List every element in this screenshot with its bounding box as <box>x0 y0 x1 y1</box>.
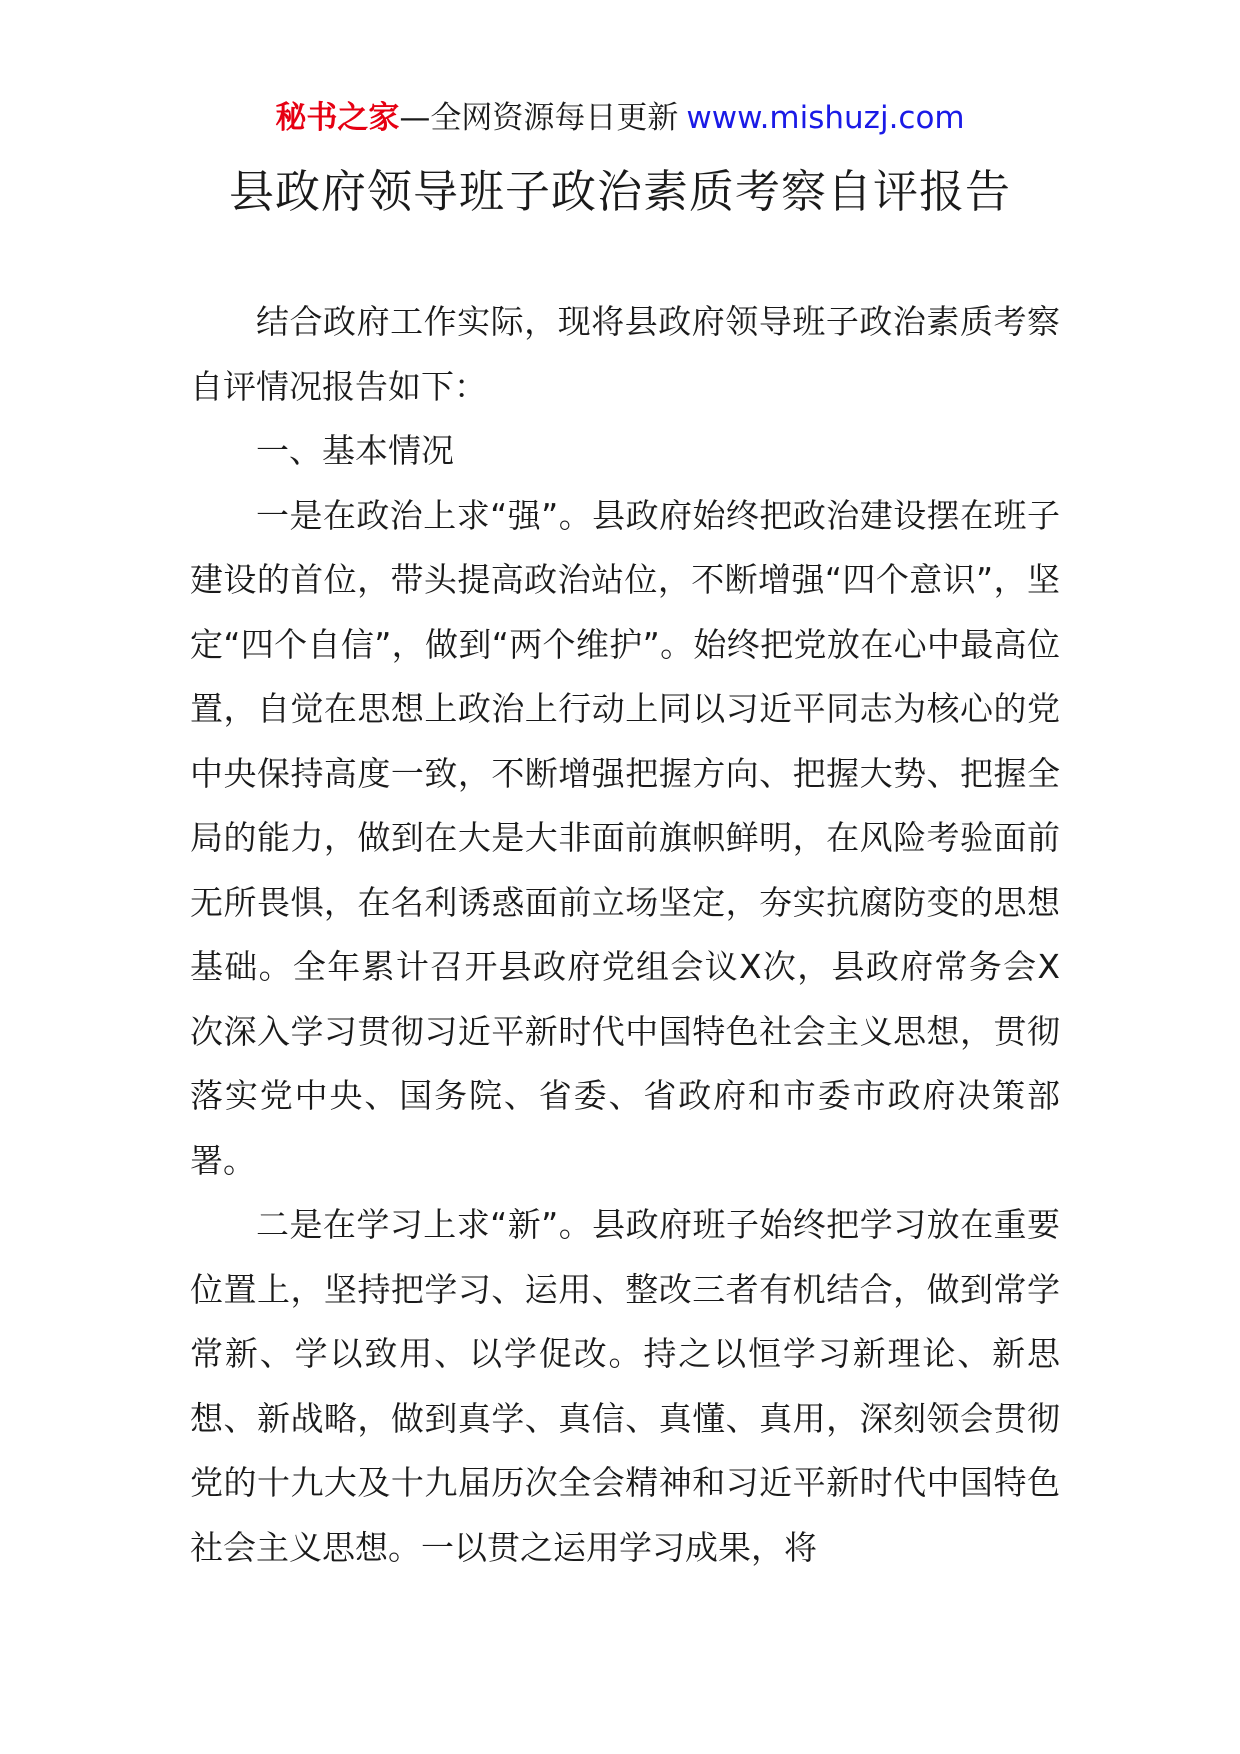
intro-paragraph: 结合政府工作实际，现将县政府领导班子政治素质考察自评情况报告如下： <box>190 302 1060 406</box>
body-paragraph: 一是在政治上求“强”。县政府始终把政治建设摆在班子建设的首位，带头提高政治站位，不断增强“四个意识”，坚定“四个自信”，做到“两个维护”。始终把党放在心中最高位置，自觉在思想上政治上行动上同以习近平同志为核心的党中央保持高度一致，不断增强把握方向、把握大势、把握全局的能力，做到在大是大非面前旗帜鲜明，在风险考验面前无所畏惧，在名利诱惑面前立场坚定，夯实抗腐防变的思想基础。全年累计召开县政府党组会议X次，县政府常务会X次深入学习贯彻习近平新时代中国特色社会主义思想，贯彻落实党中央、国务院、省委、省政府和市委市政府决策部署。 <box>190 495 1060 1180</box>
section-heading: 一、基本情况 <box>256 431 454 470</box>
header-tagline: —全网资源每日更新 <box>399 100 679 136</box>
site-header <box>0 96 1240 140</box>
body-paragraph: 二是在学习上求“新”。县政府班子始终把学习放在重要位置上，坚持把学习、运用、整改三者有机结合，做到常学常新、学以致用、以学促改。持之以恒学习新理论、新思想、新战略，做到真学、真信、真懂、真用，深刻领会贯彻党的十九大及十九届历次全会精神和习近平新时代中国特色社会主义思想。一以贯之运用学习成果，将 <box>190 1205 1060 1567</box>
document-title: 县政府领导班子政治素质考察自评报告 <box>228 165 1011 218</box>
site-url-link[interactable]: www.mishuzj.com <box>686 100 965 136</box>
document-body <box>190 290 1060 1580</box>
brand-name: 秘书之家 <box>275 100 400 136</box>
